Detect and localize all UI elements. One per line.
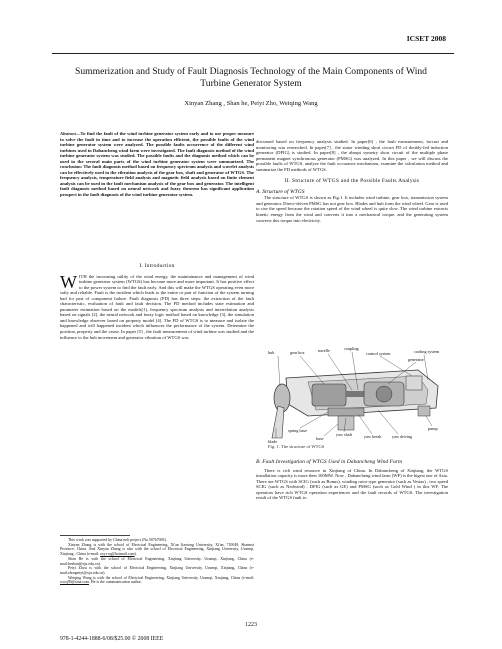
page-number: 1223 bbox=[245, 622, 257, 628]
right-intro-continued: discussed based on frequency analysis studied. In paper[6] , the fault measurement, forcast and monitoring was researched. In paper[7] , the stator winding short circuit FD of doubly-fed induction generator (DFIG) is studied. In paper[8] , the abrupt symetry short circuit of the multiple phase permanent magnet synchronous generator (PMSG) was analyzed. In this paper , we will discuss the possible faults of WTGS, analyze the fault occurance mechanism, examine the calculation method and summarize the FD methods of WTGS. bbox=[256, 139, 448, 172]
footnote-author2: Shan He is with the school of Electrical Engineering, Xinjiang University, Urumqi, Xinjiang, China (e-mail:hesban@xju.edu.cn). bbox=[60, 556, 254, 566]
header-rule bbox=[52, 53, 454, 54]
right-column-bottom bbox=[256, 460, 448, 501]
label-spring-base: spring base bbox=[288, 428, 307, 433]
footnote-author3: Peiyi Zhou is with the school of Electrical Engineering, Xinjiang University, Urumqi, Xinjiang, China (e-mail:zhoupeiyi@xju.edu.cn). bbox=[60, 566, 254, 575]
abstract-text: —To find the fault of the wind turbine generator system early and to use proper measure to solve the fault in time and to increase the operation efficient, the possible faults of the wind turbine generator system were analyzed. The possible faults occurrence of the different wind turbines used in Dabancheng wind farm were investigated. The fault diagnosis method of the wind turbine generator system was studied. The possible faults and the diagnosis method which can be used in the several main parts of the wind turbine generator system were summarized. The conclusion: The fault diagnosis method based on frequency spectrum analysis and wavelet analysis can be effectively used in the vibration analysis of the gear box, shaft and generator of WTGS. The frequency analysis, temperature field analysis and magnetic field analysis based on finite element analysis can be used in the fault mechanism analysis of the gear box and generator. The intelligent fault diagnosis method based on neural network and fuzzy theorem has significant application prospect in the fault diagnosis of the wind turbine generator system. bbox=[60, 131, 254, 198]
footnote-rule bbox=[60, 535, 130, 536]
subsection-a-text: The structure of WTGS is shown as Fig.1. It includes wind turbine, gear box, transmission system and generator. Direct-driven PMSG has not gear box. Blades and hub form the wind wheel. Gear is used to rise the speed because the rotation speed of the wind wheel is quite slow. The wind turbine extracts kinetic energy from the wind and converts it into a mechanical torque, and the generating system converts this torque into electricity. bbox=[256, 195, 448, 223]
conference-label: ICSET 2008 bbox=[406, 34, 446, 43]
abstract bbox=[60, 131, 254, 198]
figure-wtgs-structure bbox=[268, 346, 452, 444]
label-cooling-system: cooling system bbox=[414, 349, 440, 354]
footnote-author4: Weiqing Wang is with the school of Electrical Engineering, Xinjiang University, Urumqi, Xinjiang, China (e-mail: bbox=[68, 575, 254, 580]
wtgs-diagram bbox=[268, 346, 452, 444]
introduction-heading: I. Introduction bbox=[139, 263, 175, 269]
email-link-2[interactable]: wwq59@sina.com bbox=[60, 580, 89, 585]
introduction-text: ITH the increasing utility of the wind energy, the maintainance and management of wind turbine generator system (WTGS) has become more and more important. It has positive effect to the power system to find the fault early. And this will make the WTGS operating even more safty and reliable. Fault is the incident which leads to the entire or part of function of the system turning bad for part of component failure. Fault diagnosis (FD) has three steps: the extraction of the fault characteristic, evaluation of fault and fault decision. The FD method includes state estimation and parameter estimation based on the models[1], frequency spectrum analysis and interrelation analysis based on signals [2], the neural network and fuzzy logic method based on knowledge [3], the simulation and knowledge observer based on property model [4]. The FD of WTGS is to measure and isolate the happened and will happened incident which influences the performance of the system. Determine the position, property and the cause. In paper [5] , the fault measurement of wind turbine was studied and the influence to the hub movement and generator vibration of WTGS was bbox=[60, 273, 254, 340]
label-yaw-break: yaw break bbox=[364, 434, 382, 439]
paper-title: Summerization and Study of Fault Diagnosis Technology of the Main Components of Wind Turbine Generator System bbox=[75, 66, 427, 89]
right-column-top bbox=[256, 139, 448, 223]
label-pump: pump bbox=[428, 426, 438, 431]
label-hub: hub bbox=[268, 350, 275, 355]
paper-authors: Xinyan Zhang , Shan he, Peiyi Zho, Weiqing Wang bbox=[184, 100, 318, 107]
label-blade: blade bbox=[268, 439, 278, 444]
subsection-b-heading: B. Fault Investigation of WTGS Used in Dabancheng Wind Farm bbox=[256, 459, 403, 465]
drop-cap: W bbox=[60, 271, 77, 292]
subsection-b-text: There is rich wind resource in Xinjiang of China. In Dabancheng of Xinjiang, the WTGS installation capacity is more then 100MW. Now , Dabancheng wind farm (WF) is the bigest one of Asia. There are WTGS with SCIG (such as Bonus), winding rotor type generator (such as Vestas) , two speed SCIG (such as Nedwind) , DFIG (such as GE) and PMSG (such as Gold Wind ) in this WF. The operators have rich WTGS operation experiences and the fault records of WTGS. The investigation result of the WTGS fault is: bbox=[256, 467, 448, 501]
label-base: base bbox=[316, 436, 324, 441]
figure-caption: Fig. 1. The structure of WTGS bbox=[268, 444, 325, 449]
footnote-author1: Xinyan Zhang is with the school of Electrical Engineering, Xi'an Jiaotong University, Xi'an, 710049, Shannxi Province, China. And Xinyan Zhang is also with the school of Electrical Engineering, Xinjiang University, Urumqi, Xinjiang , China (e-mail: bbox=[60, 542, 254, 557]
footnote: This work was supported by China neli project (No.50767003). Xinyan Zhang is with the school of Electrical Engineering, Xi'an Jiaotong University, Xi'an, 710049, Shannxi Province, China. And Xinyan Zhang is also with the school of Electrical Engineering, Xinjiang University, Urumqi, Xinjiang , China (e-mail: zxy.rcq@hotmail.com). Shan He is with the school of Electrical Engineering, Xinjiang University, Urumqi, Xinjiang, China (e-mail:hesban@xju.edu.cn). Peiyi Zhou is with the school of Electrical Engineering, Xinjiang University, Urumqi, Xinjiang, China (e-mail:zhoupeiyi@xju.edu.cn). Weiqing Wang is with the school of Electrical Engineering, Xinjiang University, Urumqi, Xinjiang, China (e-mail: wwq59@sina.com. He is the communication author. bbox=[60, 538, 254, 585]
footnote-author4-end: . He is the communication author. bbox=[88, 580, 142, 585]
label-coupling: coupling bbox=[344, 346, 359, 351]
label-nacelle: nacelle bbox=[318, 348, 330, 353]
email-link-1[interactable]: zxy.rcq@hotmail.com bbox=[100, 552, 135, 557]
label-control-system: control system bbox=[366, 351, 391, 356]
label-yaw-shaft: yaw shaft bbox=[336, 432, 353, 437]
subsection-a-heading: A. Structure of WTGS bbox=[256, 188, 305, 195]
section2-heading: II. Structure of WTGS and the Possible Faults Analysis bbox=[284, 178, 420, 185]
abstract-label: Abstract bbox=[60, 131, 76, 136]
label-yaw-driving: yaw driving bbox=[392, 434, 413, 439]
footnote-funding: This work was supported by China neli project (No.50767003). bbox=[68, 538, 167, 542]
label-gear-box: gear box bbox=[290, 350, 305, 355]
isbn-line: 978-1-4244-1888-6/08/$25.00 © 2008 IEEE bbox=[60, 636, 164, 642]
label-generator: generator bbox=[408, 357, 424, 362]
introduction-section bbox=[60, 264, 254, 340]
